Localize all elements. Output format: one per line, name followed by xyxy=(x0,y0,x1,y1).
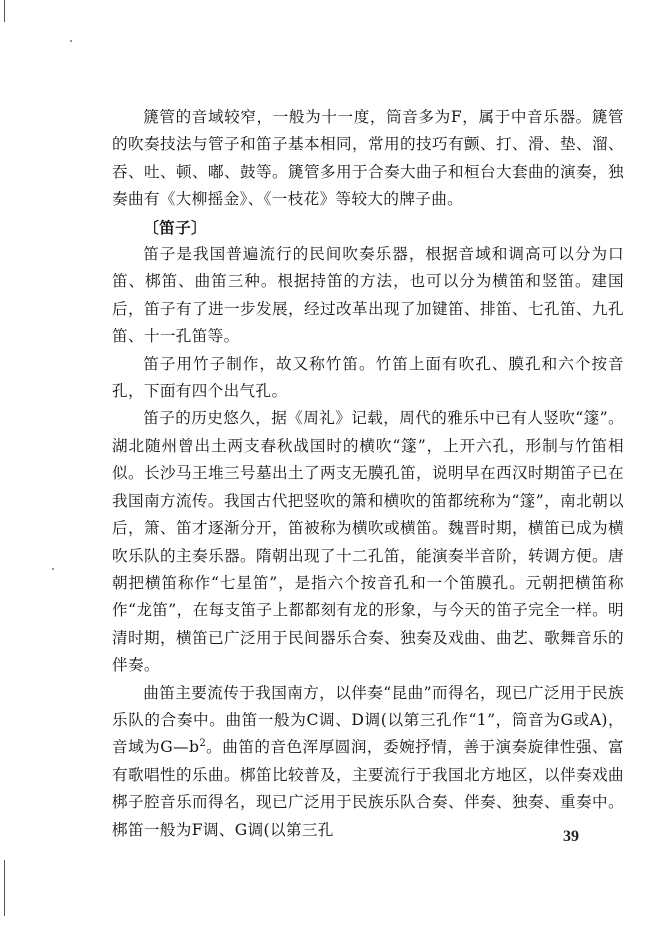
body-text xyxy=(112,104,624,844)
scan-speck xyxy=(52,568,54,570)
paragraph-dizi-history: 笛子的历史悠久，据《周礼》记载，周代的雅乐中已有人竖吹“篴”。湖北随州曾出土两支春秋战国时的横吹“篴”，上开六孔，形制与竹笛相似。长沙马王堆三号墓出土了两支无膜孔笛，说明早在西汉时期笛子已在我国南方流传。我国古代把竖吹的箫和横吹的笛都统称为“篴”，南北朝以后，箫、笛才逐渐分开，笛被称为横吹或横笛。魏晋时期，横笛已成为横吹乐队的主奏乐器。隋朝出现了十二孔笛，能演奏半音阶，转调方便。唐朝把横笛称作“七星笛”，是指六个按音孔和一个笛膜孔。元朝把横笛称作“龙笛”，在每支笛子上都都刻有龙的形象，与今天的笛子完全一样。明清时期，横笛已广泛用于民间器乐合奏、独奏及戏曲、曲艺、歌舞音乐的伴奏。 xyxy=(112,409,624,675)
scan-edge-mark xyxy=(4,860,5,916)
paragraph-qudi xyxy=(112,680,624,844)
paragraph-dizi-material: 笛子用竹子制作，故又称竹笛。竹笛上面有吹孔、膜孔和六个按音孔，下面有四个出气孔。 xyxy=(112,354,624,401)
section-heading-dizi: 〔笛子〕 xyxy=(143,217,207,237)
page-number: 39 xyxy=(563,828,579,845)
paragraph-dizi-intro: 笛子是我国普遍流行的民间吹奏乐器，根据音域和调高可以分为口笛、梆笛、曲笛三种。根据持笛的方法，也可以分为横笛和竖笛。建国后，笛子有了进一步发展，经过改革出现了加键笛、排笛、七孔笛、九孔笛、十一孔笛等。 xyxy=(112,245,624,346)
scan-speck xyxy=(70,40,72,42)
range-superscript: 2 xyxy=(199,738,207,750)
scan-edge-mark xyxy=(4,0,5,22)
qudi-text-end: 。曲笛的音色浑厚圆润，委婉抒情，善于演奏旋律性强、富有歌唱性的乐曲。梆笛比较普及，主要流行于我国北方地区，以伴奏戏曲梆子腔音乐而得名，现已广泛用于民族乐队合奏、伴奏、独奏、重奏中。梆笛一般为F调、G调(以第三孔 xyxy=(112,738,624,839)
qudi-text-start: 曲笛主要流传于我国南方，以伴奏“昆曲”而得名，现已广泛用于民族乐队的合奏中。曲笛一般为C调、D调(以第三孔作“1”，筒音为G或A)，音域为G—b xyxy=(112,683,624,757)
paragraph-chiguan: 篪管的音域较窄，一般为十一度，筒音多为F，属于中音乐器。篪管的吹奏技法与管子和笛子基本相同，常用的技巧有颤、打、滑、垫、溜、吞、吐、顿、嘟、鼓等。篪管多用于合奏大曲子和桓台大套曲的演奏，独奏曲有《大柳摇金》、《一枝花》等较大的牌子曲。 xyxy=(112,108,624,209)
